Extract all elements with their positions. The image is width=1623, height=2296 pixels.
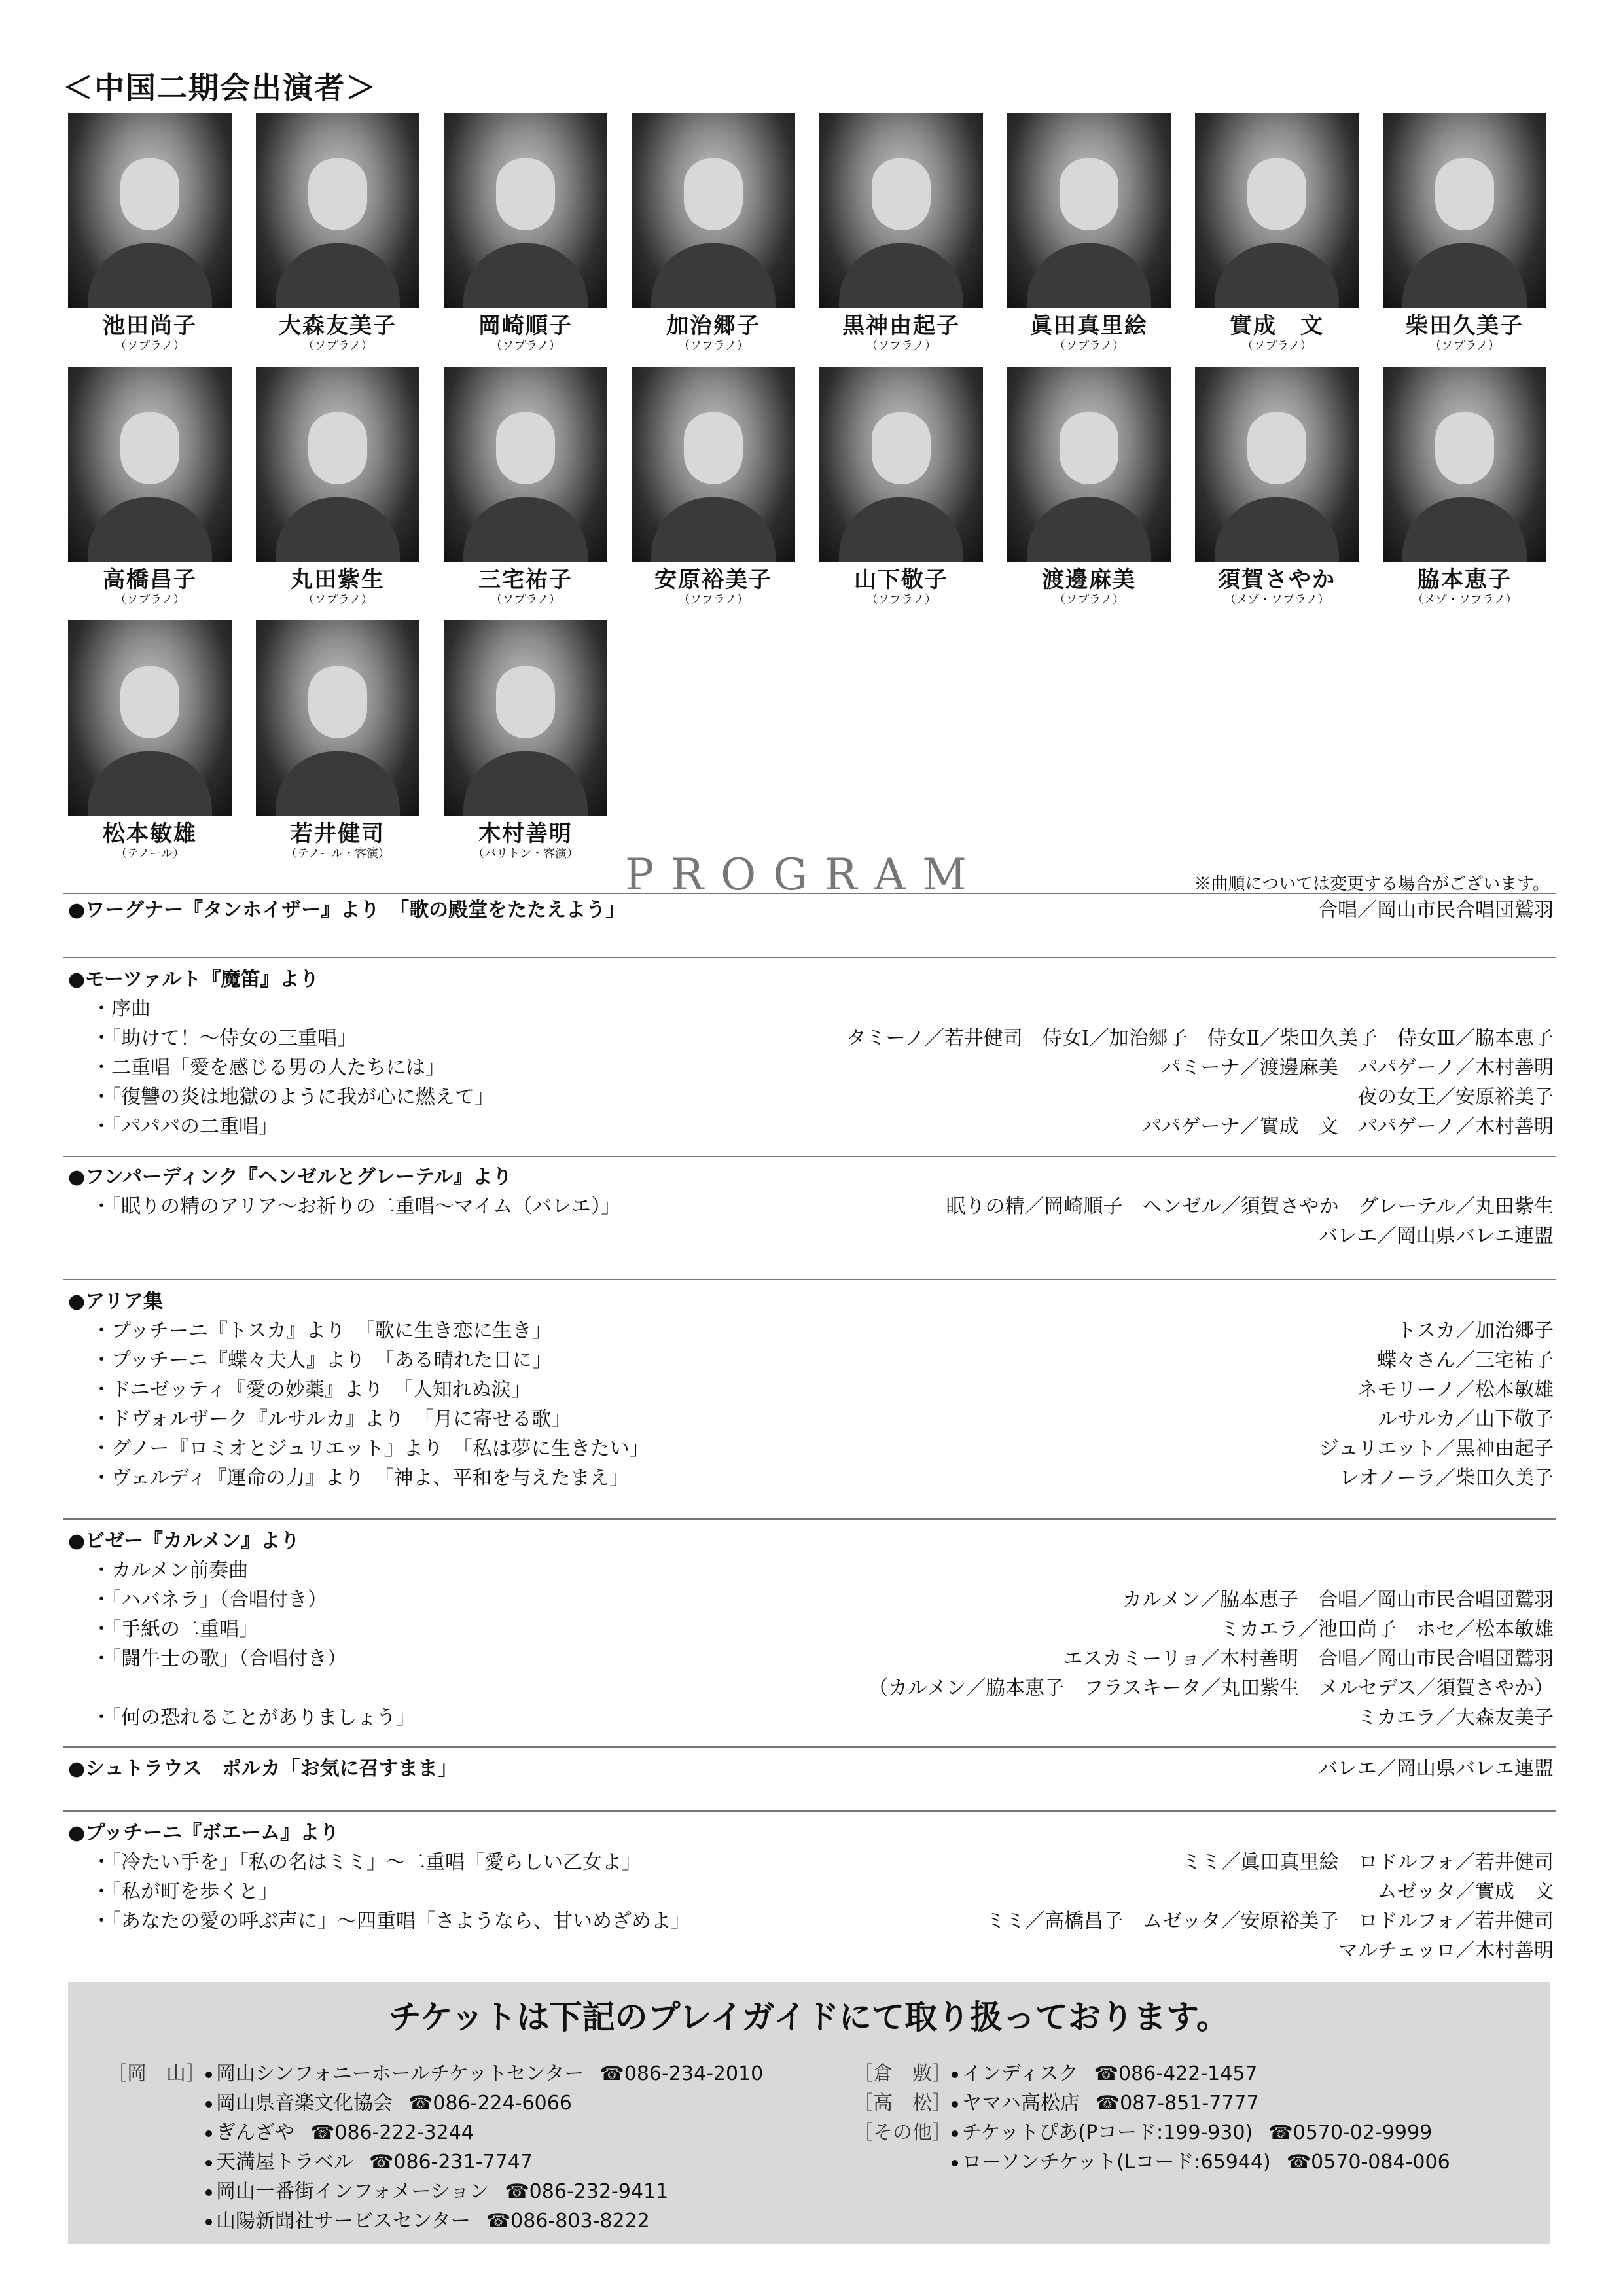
performer-name: 須賀さやか <box>1218 567 1336 593</box>
performer-card <box>68 113 232 353</box>
program-row <box>68 1585 1554 1615</box>
program-section <box>68 1526 1554 1732</box>
program-cast: ミカエラ／大森友美子 <box>1357 1706 1554 1729</box>
performer-card <box>444 620 607 861</box>
performer-voice-type: （テノール・客演） <box>285 847 390 861</box>
performer-voice-type: （ソプラノ） <box>1241 339 1312 353</box>
performer-photo <box>256 367 419 562</box>
performer-card <box>819 367 983 607</box>
program-row <box>68 1112 1554 1141</box>
ticket-shop: 岡山シンフォニーホールチケットセンター <box>216 2062 584 2085</box>
ticket-phone: ☎086-232-9411 <box>505 2180 669 2203</box>
bullet-icon <box>952 2160 958 2166</box>
program-cast: マルチェッロ／木村善明 <box>1338 1939 1554 1962</box>
program-row <box>68 1703 1554 1732</box>
performer-voice-type: （ソプラノ） <box>115 339 185 353</box>
performer-voice-type: （ソプラノ） <box>866 593 936 607</box>
program-row <box>68 1877 1554 1907</box>
program-cast: ムゼッタ／實成 文 <box>1377 1880 1554 1903</box>
performer-photo <box>1007 367 1171 562</box>
program-piece: ・「闘牛士の歌」（合唱付き） <box>92 1647 347 1670</box>
performer-voice-type: （ソプラノ） <box>490 593 561 607</box>
program-row <box>68 1463 1554 1493</box>
program-section <box>68 1818 1554 1965</box>
bullet-icon <box>205 2072 212 2078</box>
ticket-outlet <box>853 2059 1450 2089</box>
program-piece: ・ヴェルディ『運命の力』より 「神よ、平和を与えたまえ」 <box>92 1467 630 1490</box>
ticket-shop: 岡山一番街インフォメーション <box>216 2180 490 2203</box>
program-cast: トスカ／加治郷子 <box>1397 1319 1554 1342</box>
program-work-title: ●プッチーニ『ボエーム』より <box>68 1821 340 1844</box>
performer-photo <box>444 620 607 816</box>
performer-name: 高橋昌子 <box>103 567 197 593</box>
performer-card <box>632 367 795 607</box>
ticket-shop: インディスク <box>962 2062 1079 2085</box>
program-piece: ・「助けて！～侍女の三重唱」 <box>92 1027 357 1050</box>
program-row <box>68 1936 1554 1965</box>
program-row <box>68 1221 1554 1251</box>
ticket-shop: 天満屋トラベル <box>216 2151 353 2174</box>
performer-name: 脇本恵子 <box>1418 567 1512 593</box>
program-piece: ・「パパパの二重唱」 <box>92 1115 278 1138</box>
performer-card <box>1195 367 1359 607</box>
performer-photo <box>632 367 795 562</box>
section-divider <box>63 1746 1556 1748</box>
performer-card <box>256 367 419 607</box>
performer-photo <box>1195 113 1359 308</box>
program-piece: ・「ハバネラ」（合唱付き） <box>92 1588 327 1611</box>
program-row <box>68 1053 1554 1083</box>
ticket-outlet <box>853 2118 1450 2147</box>
performer-name: 柴田久美子 <box>1406 313 1524 339</box>
performer-voice-type: （メゾ・ソプラノ） <box>1412 593 1518 607</box>
ticket-area: ［倉 敷］ <box>853 2062 952 2085</box>
performer-photo <box>1195 367 1359 562</box>
ticket-info-box <box>68 1982 1550 2244</box>
bullet-icon <box>952 2101 958 2108</box>
program-row <box>68 1287 1554 1316</box>
ticket-phone: ☎0570-02-9999 <box>1268 2121 1433 2144</box>
program-piece: ・「何の恐れることがありましょう」 <box>92 1706 416 1729</box>
performer-name: 丸田紫生 <box>291 567 385 593</box>
ticket-outlet <box>107 2177 763 2206</box>
ticket-shop: 岡山県音楽文化協会 <box>216 2092 393 2115</box>
ticket-area: ［高 松］ <box>853 2092 952 2115</box>
program-row <box>68 1754 1554 1784</box>
program-row <box>68 1556 1554 1585</box>
performer-name: 岡崎順子 <box>478 313 573 339</box>
ticket-shop: ヤマハ高松店 <box>962 2092 1080 2115</box>
performer-voice-type: （ソプラノ） <box>678 593 749 607</box>
performer-photo <box>1007 113 1171 308</box>
ticket-outlet <box>107 2089 763 2118</box>
section-divider <box>63 893 1556 894</box>
performer-voice-type: （テノール） <box>115 847 185 861</box>
bullet-icon <box>205 2160 212 2166</box>
program-row <box>68 1434 1554 1463</box>
ticket-phone: ☎086-222-3244 <box>310 2121 474 2144</box>
performer-voice-type: （ソプラノ） <box>115 593 185 607</box>
program-row <box>68 1346 1554 1375</box>
program-row <box>68 1526 1554 1556</box>
program-cast: （カルメン／脇本恵子 フラスキータ／丸田紫生 メルセデス／須賀さやか） <box>868 1677 1554 1700</box>
program-work-title: ●モーツァルト『魔笛』より <box>68 968 319 991</box>
program-piece: ・二重唱「愛を感じる男の人たちには」 <box>92 1056 445 1079</box>
performer-card <box>444 367 607 607</box>
performer-card <box>1383 113 1546 353</box>
program-cast: 眠りの精／岡崎順子 ヘンゼル／須賀さやか グレーテル／丸田紫生 <box>946 1195 1554 1218</box>
program-cast: ネモリーノ／松本敏雄 <box>1357 1378 1554 1401</box>
program-row <box>68 1024 1554 1053</box>
ticket-phone: ☎086-231-7747 <box>369 2151 533 2174</box>
program-section <box>68 1754 1554 1784</box>
program-piece: ・ドヴォルザーク『ルサルカ』より 「月に寄せる歌」 <box>92 1408 571 1431</box>
ticket-right-column <box>853 2059 1450 2177</box>
program-section <box>68 965 1554 1141</box>
performer-card <box>256 620 419 861</box>
performer-card <box>1383 367 1546 607</box>
ticket-left-column <box>107 2059 763 2236</box>
program-work-title: ●ビゼー『カルメン』より <box>68 1530 300 1552</box>
program-row <box>68 1316 1554 1346</box>
program-cast: パパゲーナ／實成 文 パパゲーノ／木村善明 <box>1141 1115 1554 1138</box>
performer-name: 三宅祐子 <box>478 567 573 593</box>
bullet-icon <box>205 2130 212 2137</box>
program-section <box>68 1162 1554 1251</box>
performer-name: 加治郷子 <box>666 313 760 339</box>
program-piece: ・プッチーニ『トスカ』より 「歌に生き恋に生き」 <box>92 1319 552 1342</box>
performer-card <box>819 113 983 353</box>
performer-name: 實成 文 <box>1230 313 1324 339</box>
ticket-outlet <box>107 2118 763 2147</box>
performer-name: 黒神由起子 <box>842 313 960 339</box>
program-piece: ・ドニゼッティ『愛の妙薬』より 「人知れぬ涙」 <box>92 1378 531 1401</box>
performer-name: 木村善明 <box>478 821 573 847</box>
page-title: ＜中国二期会出演者＞ <box>63 70 377 105</box>
program-work-title: ●アリア集 <box>68 1290 163 1313</box>
bullet-icon <box>952 2130 958 2137</box>
performer-voice-type: （ソプラノ） <box>302 593 373 607</box>
performer-name: 大森友美子 <box>279 313 397 339</box>
program-piece: ・プッチーニ『蝶々夫人』より 「ある晴れた日に」 <box>92 1349 552 1372</box>
performer-voice-type: （ソプラノ） <box>866 339 936 353</box>
program-cast: ミミ／高橋昌子 ムゼッタ／安原裕美子 ロドルフォ／若井健司 <box>986 1910 1554 1933</box>
performer-photo <box>632 113 795 308</box>
performer-name: 松本敏雄 <box>103 821 197 847</box>
program-row <box>68 1674 1554 1703</box>
ticket-area: ［岡 山］ <box>107 2062 205 2085</box>
performer-photo <box>1383 367 1546 562</box>
program-cast: パミーナ／渡邊麻美 パパゲーノ／木村善明 <box>1161 1056 1554 1079</box>
performer-card <box>1007 367 1171 607</box>
ticket-phone: ☎0570-084-006 <box>1286 2151 1450 2174</box>
program-cast: バレエ／岡山県バレエ連盟 <box>1318 1225 1554 1247</box>
program-row <box>68 1192 1554 1221</box>
program-piece: ・「眠りの精のアリア～お祈りの二重唱～マイム（バレエ）」 <box>92 1195 621 1218</box>
ticket-phone: ☎086-224-6066 <box>408 2092 572 2115</box>
program-row <box>68 1644 1554 1674</box>
ticket-heading: チケットは下記のプレイガイドにて取り扱っております。 <box>389 1998 1229 2036</box>
program-piece: ・グノー『ロミオとジュリエット』より 「私は夢に生きたい」 <box>92 1437 649 1460</box>
performer-voice-type: （ソプラノ） <box>302 339 373 353</box>
performer-voice-type: （ソプラノ） <box>678 339 749 353</box>
performer-card <box>68 620 232 861</box>
performer-name: 若井健司 <box>291 821 385 847</box>
ticket-outlet <box>107 2147 763 2177</box>
section-divider <box>63 1518 1556 1520</box>
bullet-icon <box>205 2101 212 2108</box>
program-row <box>68 1375 1554 1405</box>
program-row <box>68 1818 1554 1848</box>
program-piece: ・「復讐の炎は地獄のように我が心に燃えて」 <box>92 1086 494 1109</box>
program-cast: 合唱／岡山市民合唱団鷲羽 <box>1318 899 1554 922</box>
performer-card <box>1007 113 1171 353</box>
ticket-phone: ☎086-234-2010 <box>599 2062 764 2085</box>
performer-photo <box>68 620 232 816</box>
program-row <box>68 994 1554 1024</box>
performer-card <box>256 113 419 353</box>
performer-photo <box>819 367 983 562</box>
section-divider <box>63 1156 1556 1157</box>
program-row <box>68 1162 1554 1192</box>
performer-photo <box>256 113 419 308</box>
program-piece: ・序曲 <box>92 997 151 1020</box>
program-note: ※曲順については変更する場合がございます。 <box>1194 874 1550 894</box>
bullet-icon <box>205 2219 212 2225</box>
ticket-phone: ☎086-803-8222 <box>486 2210 650 2233</box>
program-row <box>68 1083 1554 1112</box>
program-cast: ジュリエット／黒神由起子 <box>1319 1437 1554 1460</box>
program-cast: 蝶々さん／三宅祐子 <box>1377 1349 1554 1372</box>
performer-card <box>1195 113 1359 353</box>
program-cast: 夜の女王／安原裕美子 <box>1357 1086 1554 1109</box>
performer-photo <box>68 367 232 562</box>
program-cast: レオノーラ／柴田久美子 <box>1339 1467 1554 1490</box>
performer-name: 山下敬子 <box>854 567 948 593</box>
performer-photo <box>1383 113 1546 308</box>
performer-card <box>444 113 607 353</box>
performer-name: 池田尚子 <box>103 313 197 339</box>
program-cast: エスカミーリョ／木村善明 合唱／岡山市民合唱団鷲羽 <box>1063 1647 1554 1670</box>
ticket-outlet <box>853 2089 1450 2118</box>
ticket-phone: ☎086-422-1457 <box>1094 2062 1258 2085</box>
program-cast: ミミ／眞田真里絵 ロドルフォ／若井健司 <box>1181 1851 1554 1874</box>
ticket-area: ［その他］ <box>853 2121 952 2144</box>
ticket-phone: ☎087-851-7777 <box>1095 2092 1259 2115</box>
program-row <box>68 965 1554 994</box>
performer-photo <box>68 113 232 308</box>
performer-photo <box>444 113 607 308</box>
performer-voice-type: （ソプラノ） <box>1054 593 1124 607</box>
ticket-shop: 山陽新聞社サービスセンター <box>216 2210 471 2233</box>
performer-name: 安原裕美子 <box>654 567 772 593</box>
section-divider <box>63 1810 1556 1812</box>
ticket-shop: ぎんざや <box>216 2121 294 2144</box>
performer-voice-type: （メゾ・ソプラノ） <box>1224 593 1330 607</box>
program-piece: ・「あなたの愛の呼ぶ声に」～四重唱「さようなら、甘いめざめよ」 <box>92 1910 690 1933</box>
performer-photo <box>819 113 983 308</box>
performer-photo <box>444 367 607 562</box>
ticket-shop: ローソンチケット(Lコード:65944) <box>962 2151 1271 2174</box>
program-piece: ・「私が町を歩くと」 <box>92 1880 278 1903</box>
ticket-outlet <box>107 2206 763 2236</box>
program-row <box>68 895 1554 925</box>
performer-name: 渡邊麻美 <box>1042 567 1136 593</box>
section-divider <box>63 957 1556 958</box>
bullet-icon <box>205 2189 212 2196</box>
ticket-outlet <box>107 2059 763 2089</box>
performer-voice-type: （ソプラノ） <box>490 339 561 353</box>
program-title: PROGRAM <box>625 850 984 900</box>
program-row <box>68 1405 1554 1434</box>
performer-card <box>632 113 795 353</box>
program-section <box>68 1287 1554 1493</box>
ticket-shop: チケットぴあ(Pコード:199-930) <box>962 2121 1253 2144</box>
program-work-title: ●フンパーディンク『ヘンゼルとグレーテル』より <box>68 1166 512 1189</box>
program-work-title: ●シュトラウス ポルカ「お気に召すまま」 <box>68 1757 457 1780</box>
performer-voice-type: （バリトン・客演） <box>473 847 579 861</box>
performer-voice-type: （ソプラノ） <box>1054 339 1124 353</box>
section-divider <box>63 1279 1556 1280</box>
performer-voice-type: （ソプラノ） <box>1429 339 1500 353</box>
program-piece: ・「手紙の二重唱」 <box>92 1618 259 1641</box>
program-cast: ルサルカ／山下敬子 <box>1378 1408 1554 1431</box>
program-cast: バレエ／岡山県バレエ連盟 <box>1318 1757 1554 1780</box>
program-piece: ・カルメン前奏曲 <box>92 1559 249 1582</box>
performer-card <box>68 367 232 607</box>
ticket-outlet <box>853 2147 1450 2177</box>
program-work-title: ●ワーグナー『タンホイザー』より 「歌の殿堂をたたえよう」 <box>68 899 626 922</box>
program-row <box>68 1848 1554 1877</box>
program-piece: ・「冷たい手を」「私の名はミミ」～二重唱「愛らしい乙女よ」 <box>92 1851 641 1874</box>
program-cast: ミカエラ／池田尚子 ホセ／松本敏雄 <box>1220 1618 1554 1641</box>
program-row <box>68 1907 1554 1936</box>
program-row <box>68 1615 1554 1644</box>
bullet-icon <box>952 2072 958 2078</box>
program-cast: カルメン／脇本恵子 合唱／岡山市民合唱団鷲羽 <box>1122 1588 1554 1611</box>
performer-name: 眞田真里絵 <box>1030 313 1148 339</box>
program-cast: タミーノ／若井健司 侍女Ⅰ／加治郷子 侍女Ⅱ／柴田久美子 侍女Ⅲ／脇本恵子 <box>846 1027 1554 1050</box>
performer-photo <box>256 620 419 816</box>
program-section <box>68 895 1554 925</box>
